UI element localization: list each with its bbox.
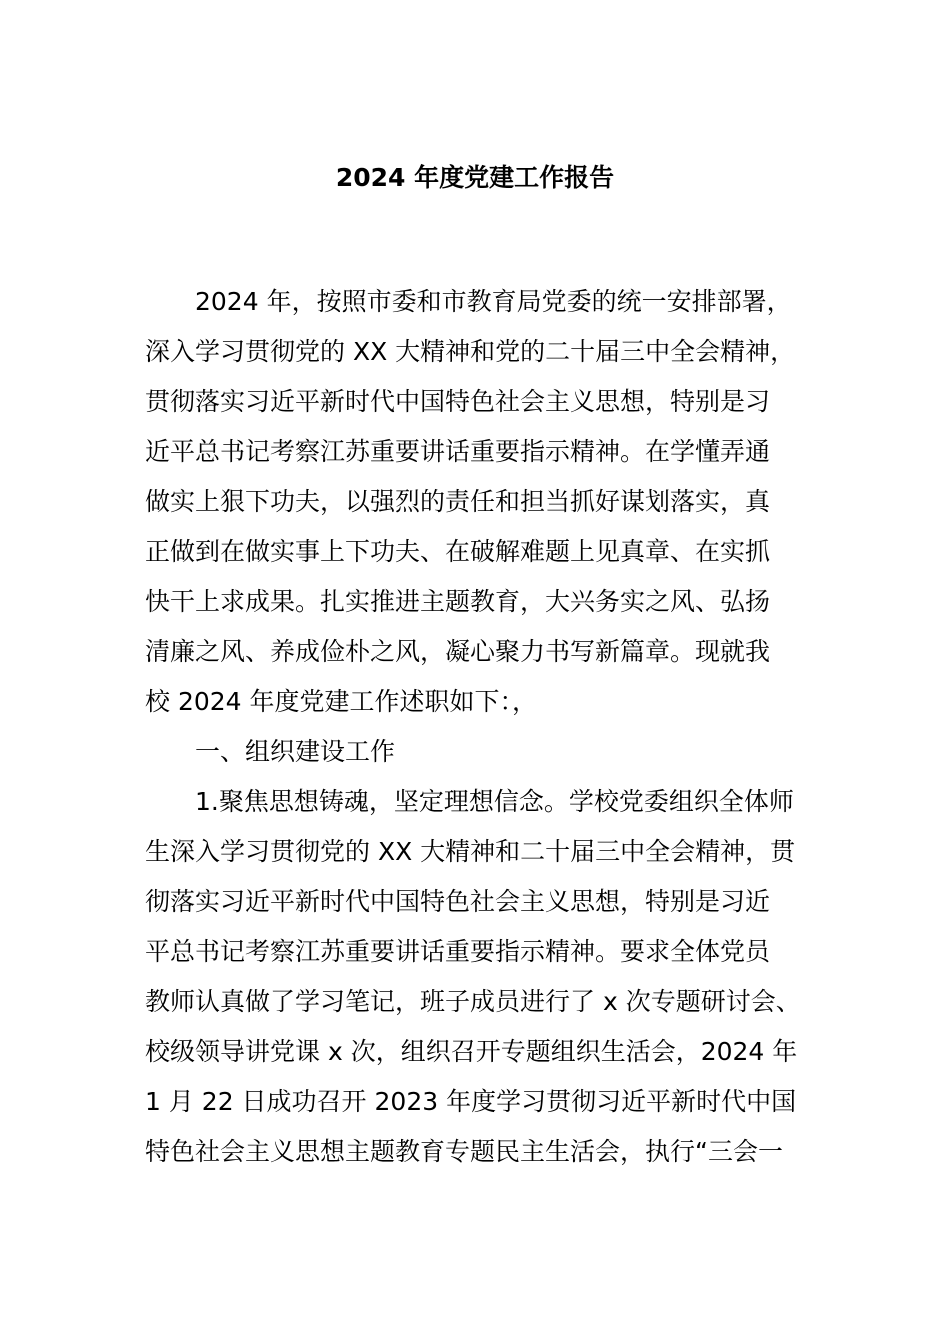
body-line: 正做到在做实事上下功夫、在破解难题上见真章、在实抓 [145,537,771,566]
document-title: 2024 年度党建工作报告 [335,163,615,192]
body-line: 1.聚焦思想铸魂，坚定理想信念。学校党委组织全体师 [195,787,794,816]
section-heading: 一、组织建设工作 [195,737,396,766]
body-line: 特色社会主义思想主题教育专题民主生活会，执行“三会一 [145,1137,783,1166]
body-line: 2024 年，按照市委和市教育局党委的统一安排部署， [195,287,792,316]
body-line: 清廉之风、养成俭朴之风，凝心聚力书写新篇章。现就我 [145,637,771,666]
body-line: 校级领导讲党课 x 次，组织召开专题组织生活会，2024 年 [145,1037,798,1066]
body-line: 教师认真做了学习笔记，班子成员进行了 x 次专题研讨会、 [145,987,801,1016]
body-line: 近平总书记考察江苏重要讲话重要指示精神。在学懂弄通 [145,437,771,466]
body-line: 快干上求成果。扎实推进主题教育，大兴务实之风、弘扬 [145,587,771,616]
body-line: 平总书记考察江苏重要讲话重要指示精神。要求全体党员 [145,937,771,966]
body-line: 彻落实习近平新时代中国特色社会主义思想，特别是习近 [145,887,771,916]
body-line: 贯彻落实习近平新时代中国特色社会主义思想，特别是习 [145,387,771,416]
body-line: 深入学习贯彻党的 XX 大精神和党的二十届三中全会精神， [145,337,796,366]
document-body [145,277,835,1177]
body-line: 做实上狠下功夫，以强烈的责任和担当抓好谋划落实，真 [145,487,771,516]
body-line: 1 月 22 日成功召开 2023 年度学习贯彻习近平新时代中国 [145,1087,797,1116]
body-line: 生深入学习贯彻党的 XX 大精神和二十届三中全会精神，贯 [145,837,796,866]
body-line: 校 2024 年度党建工作述职如下：， [145,687,538,716]
